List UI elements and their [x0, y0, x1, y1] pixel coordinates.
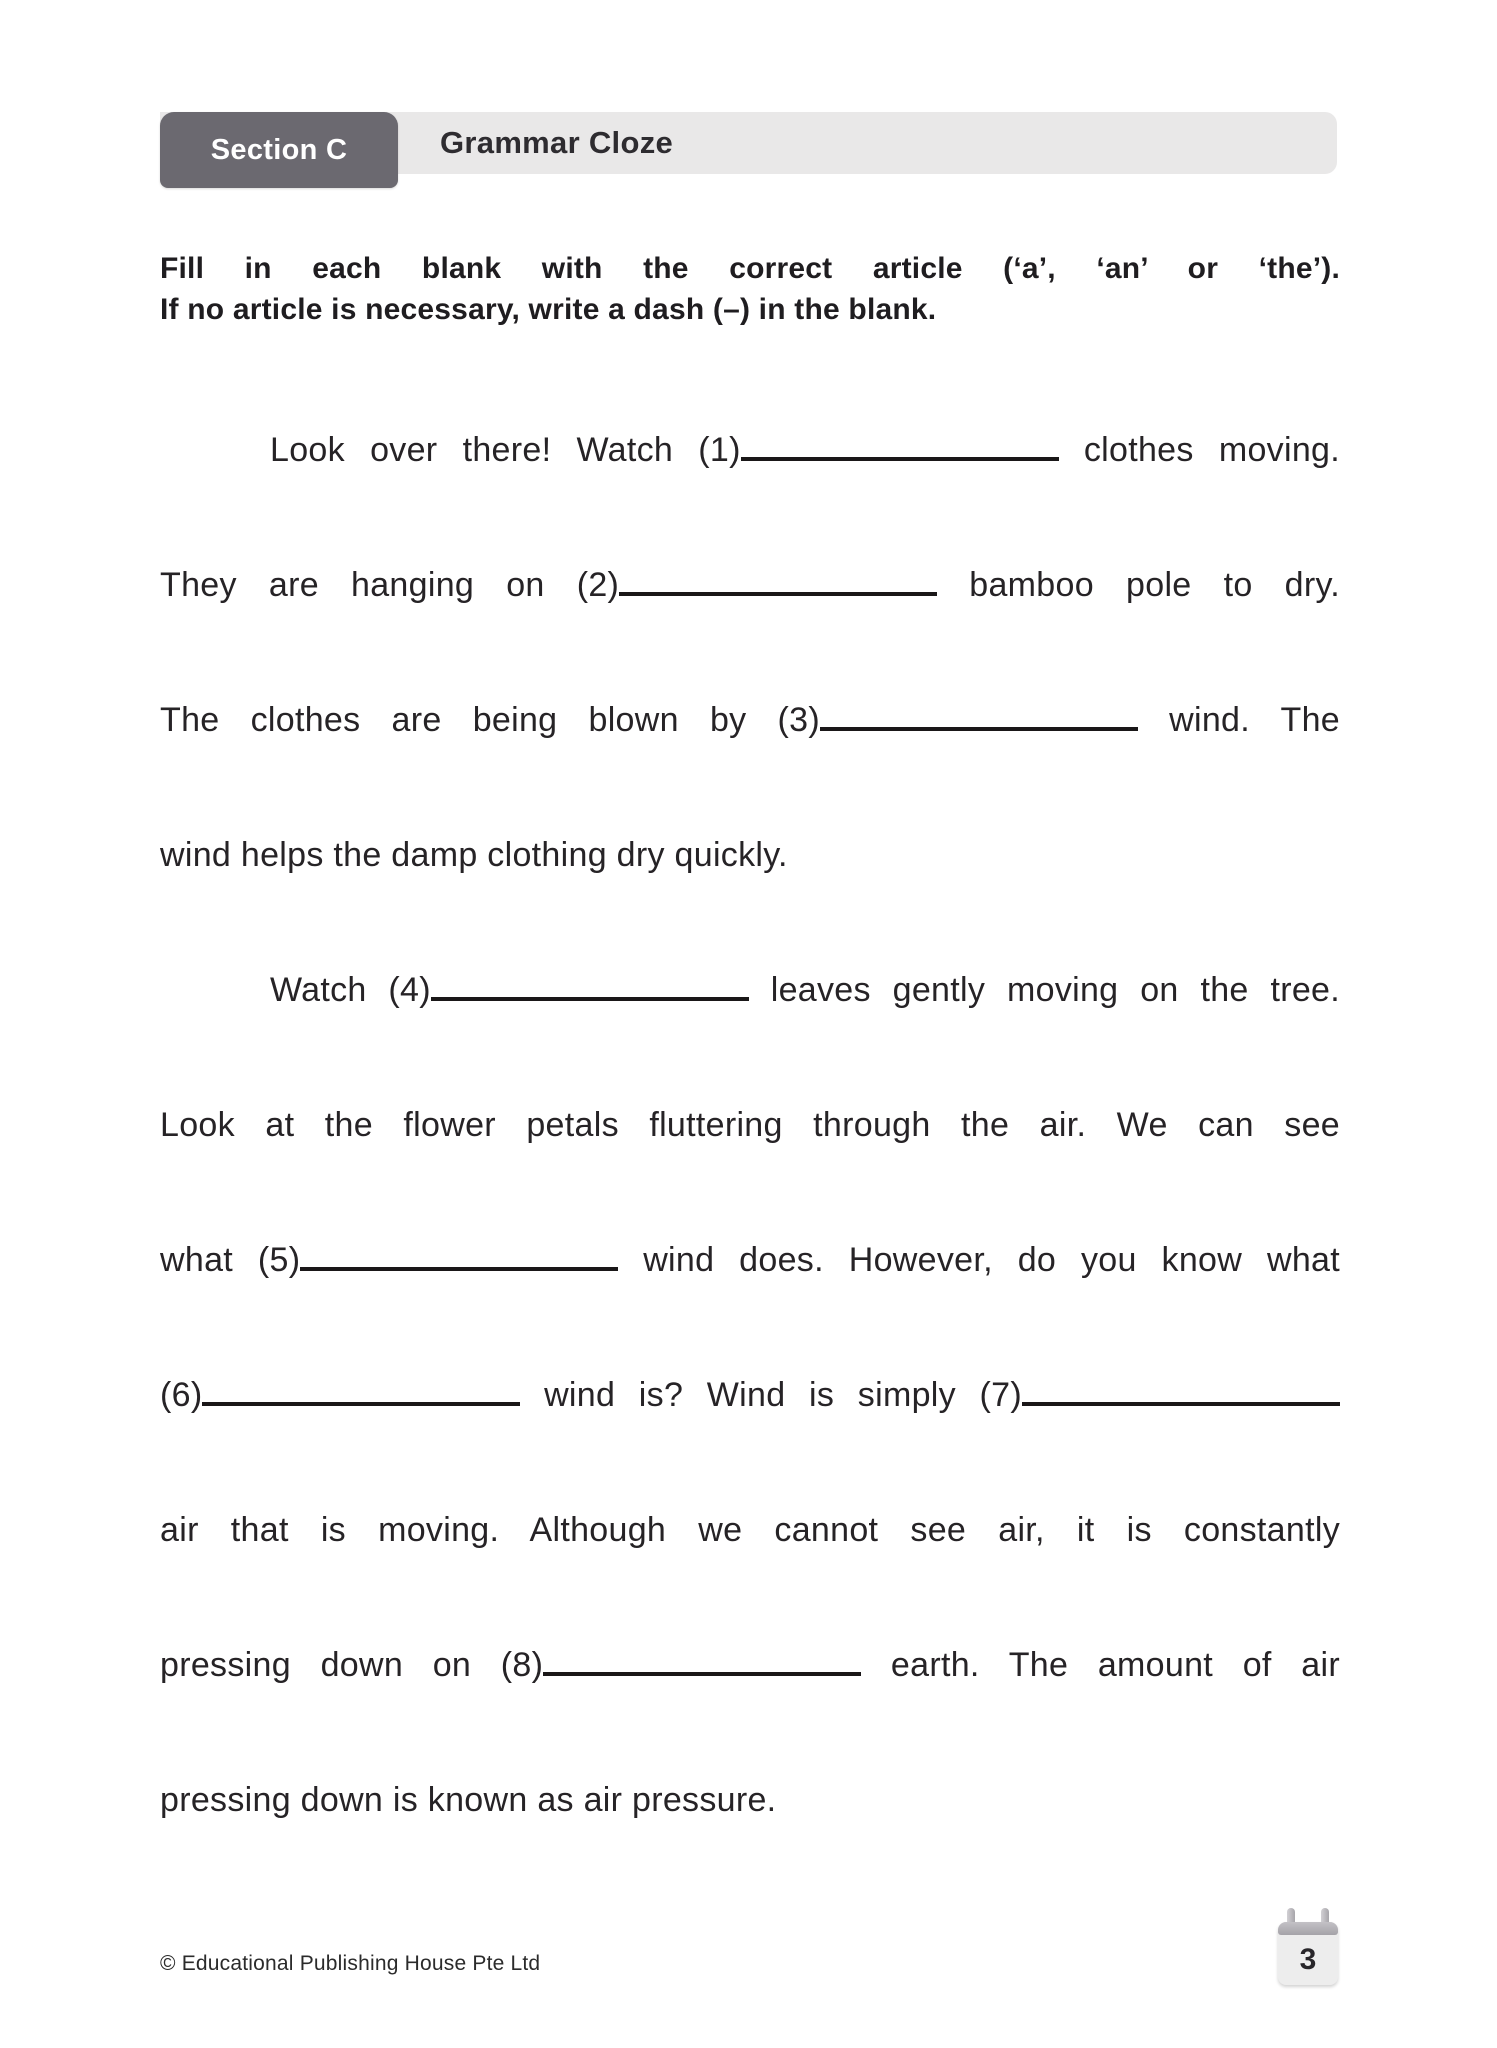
page-number-badge — [1278, 1922, 1338, 1985]
answer-blank-2[interactable] — [619, 573, 937, 596]
answer-blank-7[interactable] — [1022, 1383, 1340, 1406]
page-title: Grammar Cloze — [440, 125, 674, 160]
cloze-line — [160, 653, 1340, 788]
answer-blank-5[interactable] — [300, 1248, 618, 1271]
answer-blank-3[interactable] — [820, 708, 1138, 731]
cloze-line — [160, 1328, 1340, 1463]
cloze-text: (6) — [160, 1376, 203, 1414]
answer-blank-4[interactable] — [431, 978, 749, 1001]
cloze-text: Watch (4) — [270, 971, 431, 1009]
cloze-text: wind is? Wind is simply (7) — [520, 1376, 1022, 1414]
cloze-text: earth. The amount of air — [861, 1646, 1340, 1684]
cloze-text: leaves gently moving on the tree. — [748, 971, 1341, 1009]
cloze-text: what (5) — [160, 1241, 301, 1279]
cloze-line — [160, 1598, 1340, 1733]
instruction-line-2: If no article is necessary, write a dash (–) in the blank. — [160, 293, 937, 326]
cloze-text: pressing down is known as air pressure. — [160, 1781, 777, 1819]
instruction-line-1: Fill in each blank with the correct article (‘a’, ‘an’ or ‘the’). — [160, 252, 1340, 285]
cloze-line — [160, 1463, 1340, 1598]
cloze-text: wind does. However, do you know what — [618, 1241, 1341, 1279]
cloze-line — [160, 518, 1340, 653]
copyright: © Educational Publishing House Pte Ltd — [160, 1952, 541, 1975]
cloze-text: air that is moving. Although we cannot see air, it is constantly — [160, 1511, 1340, 1549]
cloze-text: pressing down on (8) — [160, 1646, 544, 1684]
cloze-text: wind helps the damp clothing dry quickly. — [160, 836, 788, 874]
section-label: Section C — [210, 133, 348, 166]
cloze-line — [160, 923, 1340, 1058]
cloze-text: They are hanging on (2) — [160, 566, 620, 604]
page-number: 3 — [1299, 1943, 1317, 1976]
badge-header-bar — [1278, 1922, 1338, 1935]
cloze-text: wind. The — [1138, 701, 1340, 739]
instructions — [160, 248, 1340, 330]
answer-blank-8[interactable] — [543, 1653, 861, 1676]
cloze-line — [160, 1193, 1340, 1328]
cloze-passage — [160, 383, 1340, 1868]
cloze-line — [160, 383, 1340, 518]
cloze-text: clothes moving. — [1058, 431, 1340, 469]
cloze-line — [160, 788, 1340, 923]
answer-blank-6[interactable] — [202, 1383, 520, 1406]
cloze-text: Look over there! Watch (1) — [270, 431, 741, 469]
cloze-text: bamboo pole to dry. — [937, 566, 1340, 604]
cloze-text: The clothes are being blown by (3) — [160, 701, 821, 739]
cloze-text: Look at the flower petals fluttering through the air. We can see — [160, 1106, 1340, 1144]
answer-blank-1[interactable] — [741, 438, 1059, 461]
cloze-line — [160, 1058, 1340, 1193]
section-tab — [160, 112, 398, 188]
cloze-line — [160, 1733, 1340, 1868]
